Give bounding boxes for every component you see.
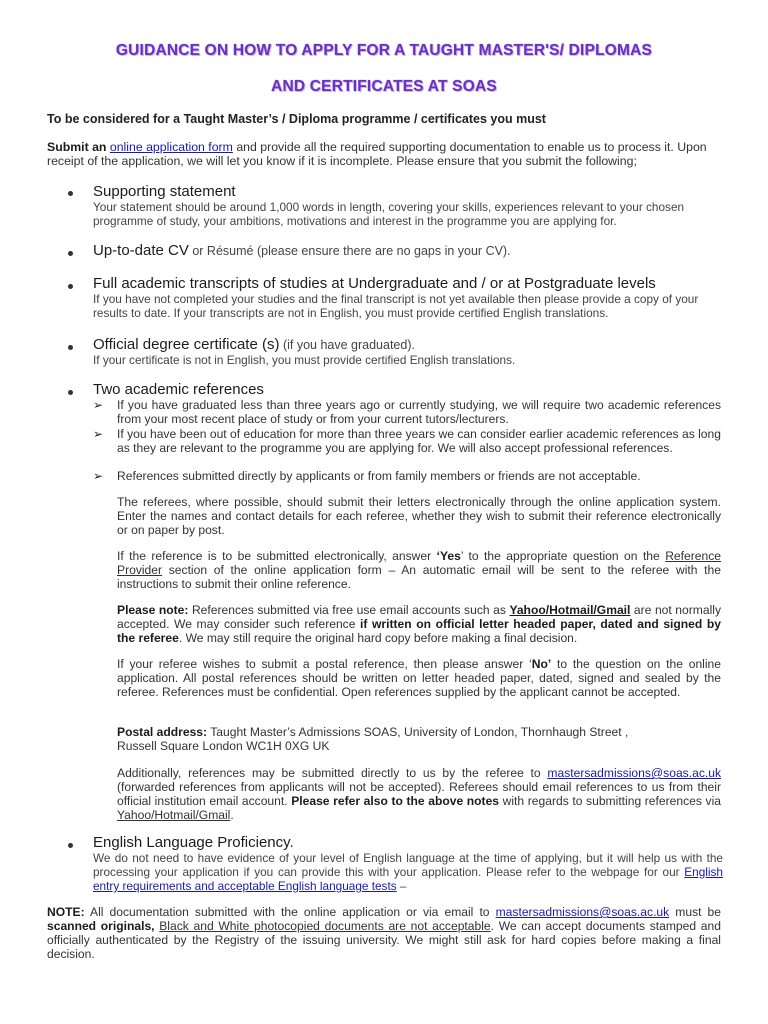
degree-line: [93, 336, 723, 354]
cv-line: [93, 242, 723, 260]
p5-text-c: with regards to submitting references via: [499, 794, 721, 808]
arrow-icon: ➢: [93, 469, 104, 483]
cv-text: or Résumé (please ensure there are no gaps in your CV).: [188, 244, 511, 258]
p2-text-a: If the reference is to be submitted electronically, answer: [117, 549, 437, 563]
reference-rule-2: If you have been out of education for more than three years we can consider earlier academic references as long as they are relevant to the programme you are applying for. We will also accept professional references.: [117, 427, 721, 455]
transcripts-heading: Full academic transcripts of studies at Undergraduate and / or at Postgraduate levels: [93, 275, 656, 292]
submit-rest: and provide all the required supporting documentation to enable us to process it. Upon receipt of the application, we will let you know if it is incomplete. Please ensure that you submit the following;: [47, 140, 707, 168]
direct-reference-paragraph: [117, 766, 721, 822]
english-heading: English Language Proficiency.: [93, 834, 294, 851]
postal-reference-paragraph: [117, 657, 721, 699]
yes-answer: ‘Yes: [436, 549, 461, 563]
note-text-d: . We can accept documents stamped and officially authenticated by the Registry of the issuing university. We might still ask for hard copies before making a final decision.: [47, 919, 721, 961]
document-title-line2: AND CERTIFICATES AT SOAS: [271, 78, 497, 95]
bullet-icon: [68, 191, 73, 196]
referees-paragraph: The referees, where possible, should submit their letters electronically through the online application system. Enter the names and contact details for each referee, whether they wish to submit their reference electronically or on paper by post.: [117, 495, 721, 537]
note-label: NOTE:: [47, 905, 85, 919]
no-answer: No’: [531, 657, 552, 671]
english-text-body: We do not need to have evidence of your level of English language at the time of applying, but it will help us with the processing your application if you can provide this with your application. Please refer to the webpage for our: [93, 851, 723, 879]
submit-paragraph: [47, 140, 727, 168]
p4-text-b: to the question on the online application. All postal references should be written on letter headed paper, dated, signed and sealed by the referee. References must be confidential. Open references supplied by the applicant cannot be accepted.: [117, 657, 722, 699]
cv-heading: Up-to-date CV: [93, 242, 189, 259]
bullet-icon: [68, 284, 73, 289]
note-bold: scanned originals,: [47, 919, 155, 933]
note-text-b: must be: [669, 905, 721, 919]
note-paragraph: [47, 905, 721, 961]
bullet-icon: [68, 390, 73, 395]
bullet-icon: [68, 251, 73, 256]
supporting-heading: Supporting statement: [93, 183, 236, 200]
supporting-text: Your statement should be around 1,000 words in length, covering your skills, experiences relevant to your chosen programme of study, your ambitions, motivations and interest in the programme you are applying for.: [93, 200, 685, 228]
postal-address-line1: Taught Master’s Admissions SOAS, University of London, Thornhaugh Street ,: [207, 725, 629, 739]
online-application-link[interactable]: online application form: [109, 140, 233, 154]
note-text-a: All documentation submitted with the online application or via email to: [84, 905, 496, 919]
p4-text-a: If your referee wishes to submit a postal reference, then please answer ‘: [117, 657, 532, 671]
references-heading: Two academic references: [93, 381, 264, 398]
postal-address-line2: Russell Square London WC1H 0XG UK: [117, 739, 330, 753]
submit-lead: Submit an: [47, 140, 107, 154]
electronic-reference-paragraph: [117, 549, 721, 591]
english-text-tail: –: [396, 879, 407, 893]
p2-text-c: section of the online application form – An automatic email will be sent to the referee with the instructions to submit their online reference.: [117, 563, 721, 591]
intro-text: To be considered for a Taught Master’s / Diploma programme / certificates you must: [47, 112, 546, 126]
p3-text-c: . We may still require the original hard copy before making a final decision.: [178, 631, 578, 645]
note-underlined: Black and White photocopied documents are not acceptable: [159, 919, 491, 933]
postal-address: [117, 725, 721, 753]
free-email-providers: Yahoo/Hotmail/Gmail: [509, 603, 631, 617]
reference-rule-1: If you have graduated less than three years ago or currently studying, we will require two academic references from your most recent place of study or from your current tutors/lecturers.: [117, 398, 721, 426]
admissions-email-link[interactable]: mastersadmissions@soas.ac.uk: [547, 766, 721, 780]
reference-rule-3: References submitted directly by applicants or from family members or friends are not acceptable.: [117, 469, 641, 483]
english-text: [93, 851, 723, 893]
bullet-icon: [68, 345, 73, 350]
english-requirements-link[interactable]: English entry requirements and acceptable English language tests: [93, 865, 723, 893]
p3-text-a: References submitted via free use email accounts such as: [188, 603, 510, 617]
p3-text-b: are not normally accepted. We may consider such reference: [117, 603, 721, 631]
p3-bold-condition: if written on official letter headed paper, dated and signed by the referee: [117, 617, 721, 645]
transcripts-text: If you have not completed your studies and the final transcript is not yet available then please provide a copy of your results to date. If your transcripts are not in English, you must provide certified English translations.: [93, 292, 699, 320]
degree-heading: Official degree certificate (s): [93, 336, 280, 353]
postal-address-label: Postal address:: [117, 725, 208, 739]
free-email-providers-2: Yahoo/Hotmail/Gmail: [117, 808, 231, 822]
note-email-link[interactable]: mastersadmissions@soas.ac.uk: [495, 905, 670, 919]
p5-bold-note: Please refer also to the above notes: [291, 794, 500, 808]
document-title-line1: GUIDANCE ON HOW TO APPLY FOR A TAUGHT MASTER'S/ DIPLOMAS: [115, 42, 653, 59]
degree-note: (if you have graduated).: [279, 338, 415, 352]
arrow-icon: ➢: [93, 398, 104, 412]
p5-text-b: (forwarded references from applicants will not be accepted). Referees should email references to us from their official institution email account.: [117, 780, 721, 808]
arrow-icon: ➢: [93, 427, 104, 441]
p2-text-b: ’ to the appropriate question on the: [460, 549, 666, 563]
degree-text: If your certificate is not in English, you must provide certified English translations.: [93, 353, 516, 367]
bullet-icon: [68, 843, 73, 848]
reference-provider-link: Reference Provider: [117, 549, 722, 577]
p5-text-a: Additionally, references may be submitted directly to us by the referee to: [117, 766, 548, 780]
p5-text-d: .: [230, 808, 234, 822]
please-note-label: Please note:: [117, 603, 189, 617]
please-note-paragraph: [117, 603, 721, 645]
